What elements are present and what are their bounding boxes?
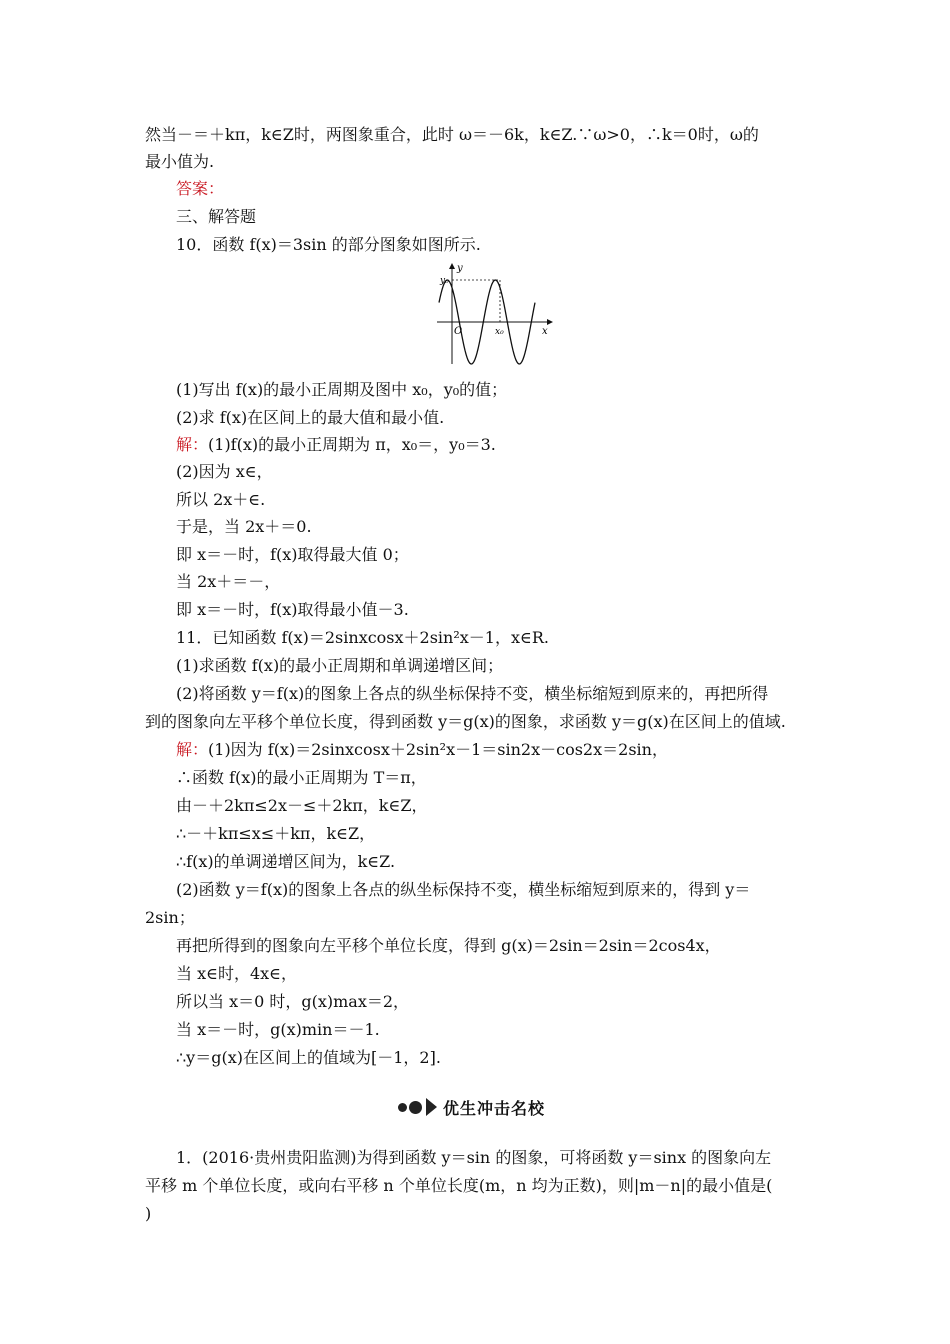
text-line: ∴y＝g(x)在区间上的值域为[－1，2]. [176,1048,441,1067]
text-line: (2)函数 y＝f(x)的图象上各点的纵坐标保持不变，横坐标缩短到原来的，得到 y＝ [176,880,751,899]
problem-11-part-1: (1)求函数 f(x)的最小正周期和单调递增区间； [176,656,504,675]
solution-text: (1)因为 f(x)＝2sinxcosx＋2sin²x－1＝sin2x－cos2x＝2sin， [208,740,668,759]
y0-label: y₀ [440,276,449,286]
text-line: ) [145,1204,152,1223]
x0-label: x₀ [495,327,504,337]
solution-line [176,740,846,760]
text-line: 由－＋2kπ≤2x－≤＋2kπ，k∈Z， [176,796,428,815]
text-line: ∴－＋kπ≤x≤＋kπ，k∈Z， [176,824,376,843]
x-axis-arrow [547,319,553,325]
solution-text: (1)f(x)的最小正周期为 π，x₀＝，y₀＝3. [208,435,496,454]
banner-title: 优生冲击名校 [443,1098,546,1118]
problem-10-part-1: (1)写出 f(x)的最小正周期及图中 x₀，y₀的值； [176,380,508,399]
section-banner [398,1097,545,1117]
text-line: ∴函数 f(x)的最小正周期为 T＝π， [176,768,427,787]
text-line: 然当－＝＋kπ，k∈Z时，两图象重合，此时 ω＝－6k，k∈Z.∵ω>0，∴k＝0时，ω的 [145,125,759,144]
text-line: 当 x＝－时，g(x)min＝－1. [176,1020,380,1039]
text-line: 当 x∈时，4x∈， [176,964,298,983]
y-axis-label: y [457,263,463,274]
text-line: 所以 2x＋∈. [176,490,266,509]
text-line: (2)因为 x∈， [176,462,273,481]
text-line: ∴f(x)的单调递增区间为，k∈Z. [176,852,396,871]
problem-11-statement: 11．已知函数 f(x)＝2sinxcosx＋2sin²x－1，x∈R. [176,628,549,647]
answer-label: 答案： [176,179,225,198]
text-line: 平移 m 个单位长度，或向右平移 n 个单位长度(m，n 均为正数)，则|m－n|的最小值是( [145,1176,773,1195]
text-line: 即 x＝－时，f(x)取得最大值 0； [176,545,409,564]
problem-10-statement: 10．函数 f(x)＝3sin 的部分图象如图所示. [176,235,481,254]
banner-dot-icon [398,1103,407,1112]
section-heading: 三、解答题 [176,207,257,226]
banner-arrow-icon [426,1098,437,1116]
text-line: 即 x＝－时，f(x)取得最小值－3. [176,600,409,619]
origin-label: O [454,326,463,337]
solution-line [176,435,846,455]
text-line: 于是，当 2x＋＝0. [176,517,312,536]
x-axis-label: x [542,326,548,337]
problem-10-part-2: (2)求 f(x)在区间上的最大值和最小值. [176,408,445,427]
y-axis-arrow [449,263,455,269]
solution-label: 解： [176,435,209,454]
sine-graph-figure [435,262,555,366]
problem-1-statement: 1．(2016·贵州贵阳监测)为得到函数 y＝sin 的图象，可将函数 y＝sinx 的图象向左 [176,1148,772,1167]
text-line: 当 2x＋＝－， [176,572,281,591]
text-line: 所以当 x＝0 时，g(x)max＝2， [176,992,410,1011]
text-line: 最小值为. [145,152,215,171]
text-line: 到的图象向左平移个单位长度，得到函数 y＝g(x)的图象，求函数 y＝g(x)在区间上的值域. [145,712,786,731]
text-line: 再把所得到的图象向左平移个单位长度，得到 g(x)＝2sin＝2sin＝2cos4x， [176,936,721,955]
text-line: 2sin； [145,908,195,927]
problem-11-part-2: (2)将函数 y＝f(x)的图象上各点的纵坐标保持不变，横坐标缩短到原来的，再把所得 [176,684,769,703]
solution-label: 解： [176,740,209,759]
banner-dot-icon [409,1101,422,1114]
